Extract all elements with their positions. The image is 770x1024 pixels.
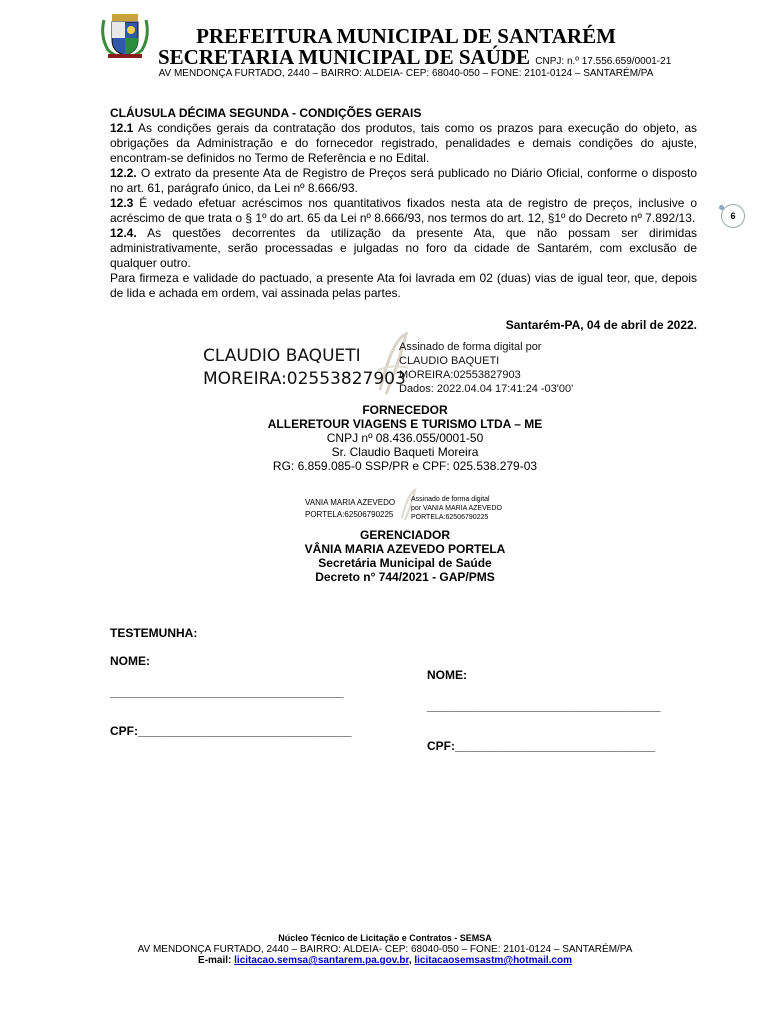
witness-heading: TESTEMUNHA: xyxy=(110,626,198,640)
witness-right-name-label: NOME: xyxy=(427,668,467,682)
footer-email-label: E-mail: xyxy=(198,955,235,966)
header-address: AV MENDONÇA FURTADO, 2440 – BAIRRO: ALDEIA- CEP: 68040-050 – FONE: 2101-0124 – SANTARÉM/PA xyxy=(158,68,654,79)
supplier-docs: RG: 6.859.085-0 SSP/PR e CPF: 025.538.279-03 xyxy=(272,459,538,473)
witness-left-name-line: ___________________________________ xyxy=(110,685,344,699)
supplier-role: FORNECEDOR xyxy=(362,403,448,417)
signature-2-name xyxy=(305,497,395,521)
manager-decree: Decreto n° 744/2021 - GAP/PMS xyxy=(315,570,495,584)
signature-2-info-line: por VANIA MARIA AZEVEDO xyxy=(411,505,502,512)
clause-item-text: É vedado efetuar acréscimos nos quantitativos fixados nesta ata de registro de preços, inclusive o acréscimo de que trata o § 1º do art. 65 da Lei nº 8.666/93, nos termos do art. 12, §1º do Decreto nº 7.892/13. xyxy=(110,196,697,225)
signature-2-name-line2: PORTELA:62506790225 xyxy=(305,510,394,519)
footer-email-separator: , xyxy=(408,955,415,966)
witness-right-cpf: CPF:______________________________ xyxy=(427,739,656,753)
supplier-person: Sr. Claudio Baqueti Moreira xyxy=(331,445,479,459)
manager-block xyxy=(200,528,610,584)
signature-1-name xyxy=(203,345,406,391)
header-title: PREFEITURA MUNICIPAL DE SANTARÉM xyxy=(196,24,616,48)
clause-body xyxy=(110,106,697,301)
clause-item-text: As questões decorrentes da utilização da presente Ata, que não possam ser dirimidas administrativamente, serão processadas e julgadas no foro da cidade de Santarém, com exclusão de qualquer outro. xyxy=(110,226,697,270)
witness-left-name-label: NOME: xyxy=(110,654,150,668)
clause-item-text: O extrato da presente Ata de Registro de Preços será publicado no Diário Oficial, conforme o disposto no art. 61, parágrafo único, da Lei nº 8.666/93. xyxy=(110,166,697,195)
clause-closing: Para firmeza e validade do pactuado, a presente Ata foi lavrada em 02 (duas) vias de igual teor, que, depois de lida e achada em ordem, vai assinada pelas partes. xyxy=(110,271,697,300)
clause-heading: CLÁUSULA DÉCIMA SEGUNDA - CONDIÇÕES GERAIS xyxy=(110,106,422,120)
signature-1-info-line: MOREIRA:02553827903 xyxy=(399,369,521,381)
supplier-company: ALLERETOUR VIAGENS E TURISMO LTDA – ME xyxy=(267,417,543,431)
manager-title: Secretária Municipal de Saúde xyxy=(318,556,492,570)
clause-item-number: 12.1 xyxy=(110,121,134,135)
clause-item-12-3 xyxy=(110,196,697,226)
signature-1-info-line: CLAUDIO BAQUETI xyxy=(399,355,500,367)
clause-item-12-1 xyxy=(110,121,697,166)
clause-item-number: 12.4. xyxy=(110,226,137,240)
clause-item-12-4 xyxy=(110,226,697,271)
document-date: Santarém-PA, 04 de abril de 2022. xyxy=(505,318,697,332)
clause-item-text: As condições gerais da contratação dos produtos, tais como os prazos para execução do objeto, as obrigações da Administração e do fornecedor registrado, penalidades e demais condições do ajuste, encontram-se definidos no Termo de Referência e no Edital. xyxy=(110,121,697,165)
signature-1-info xyxy=(399,340,573,396)
clause-item-number: 12.2. xyxy=(110,166,137,180)
signature-2-info-line: PORTELA:62506790225 xyxy=(411,514,489,521)
footer-email xyxy=(100,955,670,966)
signature-1-name-line2: MOREIRA:02553827903 xyxy=(203,369,406,389)
footer-address: AV MENDONÇA FURTADO, 2440 – BAIRRO: ALDEIA- CEP: 68040-050 – FONE: 2101-0124 – SANTARÉM/PA xyxy=(137,944,633,955)
witness-left-cpf: CPF:________________________________ xyxy=(110,724,352,738)
coat-of-arms-logo xyxy=(98,10,152,60)
supplier-cnpj: CNPJ nº 08.436.055/0001-50 xyxy=(326,431,484,445)
signature-1-name-line1: CLAUDIO BAQUETI xyxy=(203,346,361,366)
badge-dot-icon xyxy=(719,205,724,210)
clause-item-12-2 xyxy=(110,166,697,196)
footer-department: Núcleo Técnico de Licitação e Contratos - SEMSA xyxy=(278,933,492,943)
signature-2-info-line: Assinado de forma digital xyxy=(411,496,490,503)
signature-1-info-line: Assinado de forma digital por xyxy=(399,341,542,353)
header-cnpj: CNPJ: n.º 17.556.659/0001-21 xyxy=(535,56,672,67)
supplier-block xyxy=(200,403,610,473)
footer-email-link-2[interactable]: licitacaosemsastm@hotmail.com xyxy=(414,955,572,966)
page-number-badge[interactable]: 6 xyxy=(721,204,745,228)
header-subtitle-text: SECRETARIA MUNICIPAL DE SAÚDE xyxy=(158,45,531,69)
signature-2-info xyxy=(411,495,502,522)
signature-1-info-line: Dados: 2022.04.04 17:41:24 -03'00' xyxy=(399,383,574,395)
manager-name: VÂNIA MARIA AZEVEDO PORTELA xyxy=(304,542,506,556)
clause-item-number: 12.3 xyxy=(110,196,134,210)
manager-role: GERENCIADOR xyxy=(359,528,450,542)
witness-right-name-line: ___________________________________ xyxy=(427,699,661,713)
signature-2-name-line1: VANIA MARIA AZEVEDO xyxy=(305,498,396,507)
footer-email-link-1[interactable]: licitacao.semsa@santarem.pa.gov.br xyxy=(234,955,409,966)
